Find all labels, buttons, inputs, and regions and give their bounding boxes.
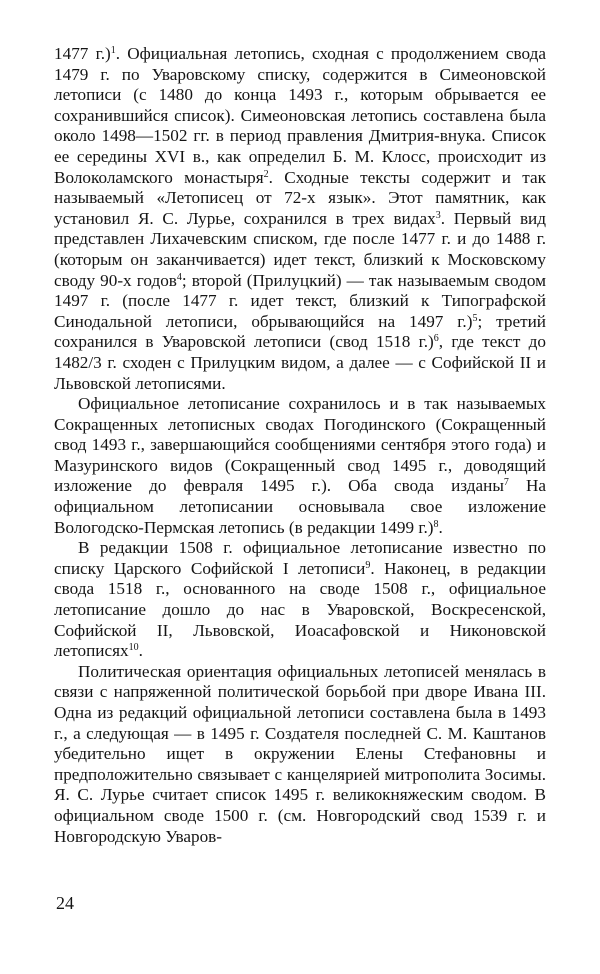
paragraph-text: На официальном летописании основывала свое изложение Вологодско-Пермская летопись (в редакции 1499 г.) (54, 476, 546, 537)
footnote-marker: 9 (365, 559, 371, 571)
footnote-marker: 4 (176, 271, 182, 283)
footnote-marker: 10 (128, 642, 139, 654)
footnote-marker: 2 (263, 168, 269, 180)
document-body (54, 44, 546, 847)
footnote-marker: 1 (110, 45, 116, 56)
paragraph-text: . Сходные тексты содержит и так называемый «Летописец от 72-х язык». Этот памятник, как установил Я. С. Лурье, сохранился в трех видах (54, 167, 547, 228)
paragraph-text: . (138, 641, 143, 661)
paragraph-text: 1477 г.) (54, 44, 111, 63)
footnote-marker: 7 (503, 477, 509, 489)
footnote-marker: 6 (433, 333, 439, 345)
paragraph-text: Официальное летописание сохранилось и в так называемых Сокращенных летописных сводах Погодинского (Сокращенный свод 1493 г., завершающийся сообщениями сентября этого года) и Мазуринского видов (Сокращенный свод 1495 г., доводящий изложение до февраля 1495 г.). Оба свода изданы (54, 394, 546, 496)
paragraph-text: . (438, 517, 443, 537)
paragraph-2 (54, 394, 546, 538)
page-number: 24 (56, 893, 74, 913)
paragraph-text: ; третий сохранился в Уваровской летописи (свод 1518 г.) (54, 311, 546, 352)
paragraph-3 (54, 538, 546, 662)
footnote-marker: 3 (435, 209, 441, 221)
paragraph-text: В редакции 1508 г. официальное летописание известно по списку Царского Софийской I летописи (54, 538, 546, 578)
paragraph-text: . Официальная летопись, сходная с продолжением свода 1479 г. по Уваровскому списку, содержится в Симеоновской летописи (с 1480 до конца 1493 г., которым обрывается ее сохранившийся список). Симеоновская летопись составлена была около 1498—1502 гг. в период правления Дмитрия-внука. Список ее середины XVI в., как определил Б. М. Клосс, происходит из Волоколамского монастыря (54, 44, 546, 187)
paragraph-text: Политическая ориентация официальных летописей менялась в связи с напряженной политической борьбой при дворе Ивана III. Одна из редакций официальной летописи составлена была в 1493 г., а следующая — в 1495 г. Создателя последней С. М. Каштанов убедительно ищет в окружении Елены Стефановны и предположительно связывает с канцелярией митрополита Зосимы. Я. С. Лурье считает список 1495 г. великокняжеским сводом. В официальном своде 1500 г. (см. Новгородский свод 1539 г. и Новгородскую Уваров- (54, 661, 546, 846)
paragraph-4 (54, 662, 546, 847)
paragraph-text: . Наконец, в редакции свода 1518 г., основанного на своде 1508 г., официальное летописание дошло до нас в Уваровской, Воскресенской, Софийской II, Львовской, Иоасафовской и Никоновской летописях (54, 558, 546, 661)
paragraph-text: , где текст до 1482/3 г. сходен с Прилуцким видом, а далее — с Софийской II и Львовской летописями. (54, 332, 546, 393)
footnote-marker: 5 (472, 312, 478, 324)
paragraph-text: ; второй (Прилуцкий) — так называемым сводом 1497 г. (после 1477 г. идет текст, близкий к Типографской Синодальной летописи, обрывающийся на 1497 г.) (54, 270, 546, 331)
paragraph-text: . Первый вид представлен Лихачевским списком, где после 1477 г. и до 1488 г. (которым он заканчивается) идет текст, близкий к Московскому своду 90-х годов (54, 208, 546, 290)
paragraph-1 (54, 44, 546, 394)
footnote-marker: 8 (433, 518, 439, 530)
